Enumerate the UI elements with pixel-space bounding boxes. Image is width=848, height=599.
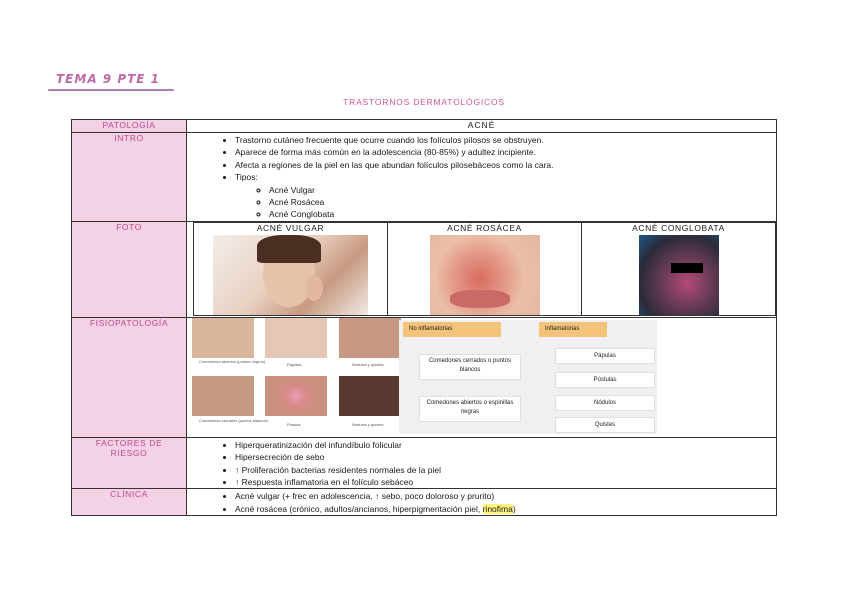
- fisio-label: FISIOPATOLOGÍA: [72, 317, 187, 437]
- document-title: TRASTORNOS DERMATOLÓGICOS: [343, 97, 505, 107]
- acne-conglobata-photo: [639, 235, 719, 315]
- title-underline: [48, 89, 174, 91]
- nodulos-quistes-thumb: [339, 376, 401, 416]
- clinica-content: [187, 489, 777, 516]
- lesion-classification-diagram: [399, 320, 657, 434]
- papulas-thumb: [265, 318, 327, 358]
- foto-content: [187, 221, 777, 317]
- list-item: [235, 503, 776, 515]
- photo-caption: ACNÉ ROSÁCEA: [447, 222, 522, 233]
- quistes-box: Quistes: [555, 417, 655, 433]
- clinica-text-end: ): [512, 503, 516, 514]
- photo-table: [193, 222, 776, 316]
- nodulos-thumb: [339, 318, 401, 358]
- photo-col-vulgar: [194, 222, 388, 315]
- photo-col-conglobata: [582, 222, 776, 315]
- photo-caption: ACNÉ VULGAR: [256, 222, 325, 233]
- list-item: ◦ Acné Conglobata: [269, 208, 776, 220]
- acne-rosacea-photo: [430, 235, 540, 315]
- comedones-cerrados-thumb: [192, 376, 254, 416]
- table-header-row: [72, 120, 777, 133]
- intro-row: [72, 133, 777, 222]
- clinica-row: [72, 489, 777, 516]
- list-item: • ↑ Respuesta inflamatoria en el folículo sebáceo: [235, 476, 776, 488]
- list-item: • Aparece de forma más común en la adolescencia (80-85%) y adultez incipiente.: [235, 146, 776, 158]
- list-item: [235, 171, 776, 221]
- foto-row: [72, 221, 777, 317]
- photo-col-rosacea: [388, 222, 582, 315]
- list-item: • ↑ Proliferación bacterias residentes normales de la piel: [235, 464, 776, 476]
- clinica-label: CLÍNICA: [72, 489, 187, 516]
- acne-table: [71, 119, 777, 516]
- no-inflamatorias-header: No inflamatorias: [403, 322, 501, 337]
- papulas-box: Pápulas: [555, 348, 655, 364]
- clinica-text: Acné rosácea (crónico, adultos/ancianos, hiperpigmentación piel,: [235, 503, 483, 514]
- list-item: • Afecta a regiones de la piel en las que abundan folículos pilosebáceos como la cara.: [235, 159, 776, 171]
- acne-vulgar-photo: [213, 235, 368, 315]
- inflamatorias-header: Inflamatorias: [539, 322, 607, 337]
- comedones-abiertos-box: Comedones abiertos o espinillas negras: [419, 396, 521, 422]
- factores-label: [72, 437, 187, 489]
- thumb-caption: Pústula: [287, 421, 301, 427]
- handwritten-title: TEMA 9 PTE 1: [56, 72, 161, 86]
- fisio-row: [72, 317, 777, 437]
- thumb-caption: Pápulas: [287, 361, 302, 367]
- patologia-value: ACNÉ: [187, 120, 777, 133]
- list-item: • Hiperqueratinización del infundíbulo folicular: [235, 439, 776, 451]
- photo-caption: ACNÉ CONGLOBATA: [632, 222, 725, 233]
- list-item: • Trastorno cutáneo frecuente que ocurre cuando los folículos pilosos se obstruyen.: [235, 134, 776, 146]
- thumb-caption: Comedones cerrados (puntos blancos): [199, 417, 268, 423]
- fisio-content: [187, 317, 777, 437]
- privacy-bar: [671, 263, 703, 273]
- list-item: ◦ Acné Rosácea: [269, 196, 776, 208]
- comedones-cerrados-box: Comedones cerrados o puntos blancos: [419, 354, 521, 380]
- thumb-caption: Comedones abiertos (puntos negros): [199, 358, 266, 364]
- factores-row: [72, 437, 777, 489]
- factores-label-line1: FACTORES DE: [95, 437, 163, 448]
- pustula-thumb: [265, 376, 327, 416]
- patologia-label: PATOLOGÍA: [72, 120, 187, 133]
- tipos-label: Tipos:: [235, 172, 258, 183]
- intro-label: INTRO: [72, 133, 187, 222]
- pustulas-box: Pústulas: [555, 372, 655, 388]
- rinofima-highlight: rinofima: [482, 503, 513, 514]
- thumb-caption: Nódulos y quistes: [352, 361, 384, 367]
- foto-label: FOTO: [72, 221, 187, 317]
- intro-content: [187, 133, 777, 222]
- list-item: • Hipersecreción de sebo: [235, 451, 776, 463]
- list-item: ◦ Acné Vulgar: [269, 184, 776, 196]
- list-item: • Acné vulgar (+ frec en adolescencia, ↑ sebo, poco doloroso y prurito): [235, 490, 776, 502]
- factores-label-line2: RIESGO: [110, 447, 148, 458]
- factores-content: [187, 437, 777, 489]
- thumb-caption: Nódulos y quistes: [352, 421, 384, 427]
- nodulos-box: Nódulos: [555, 395, 655, 411]
- comedones-abiertos-thumb: [192, 318, 254, 358]
